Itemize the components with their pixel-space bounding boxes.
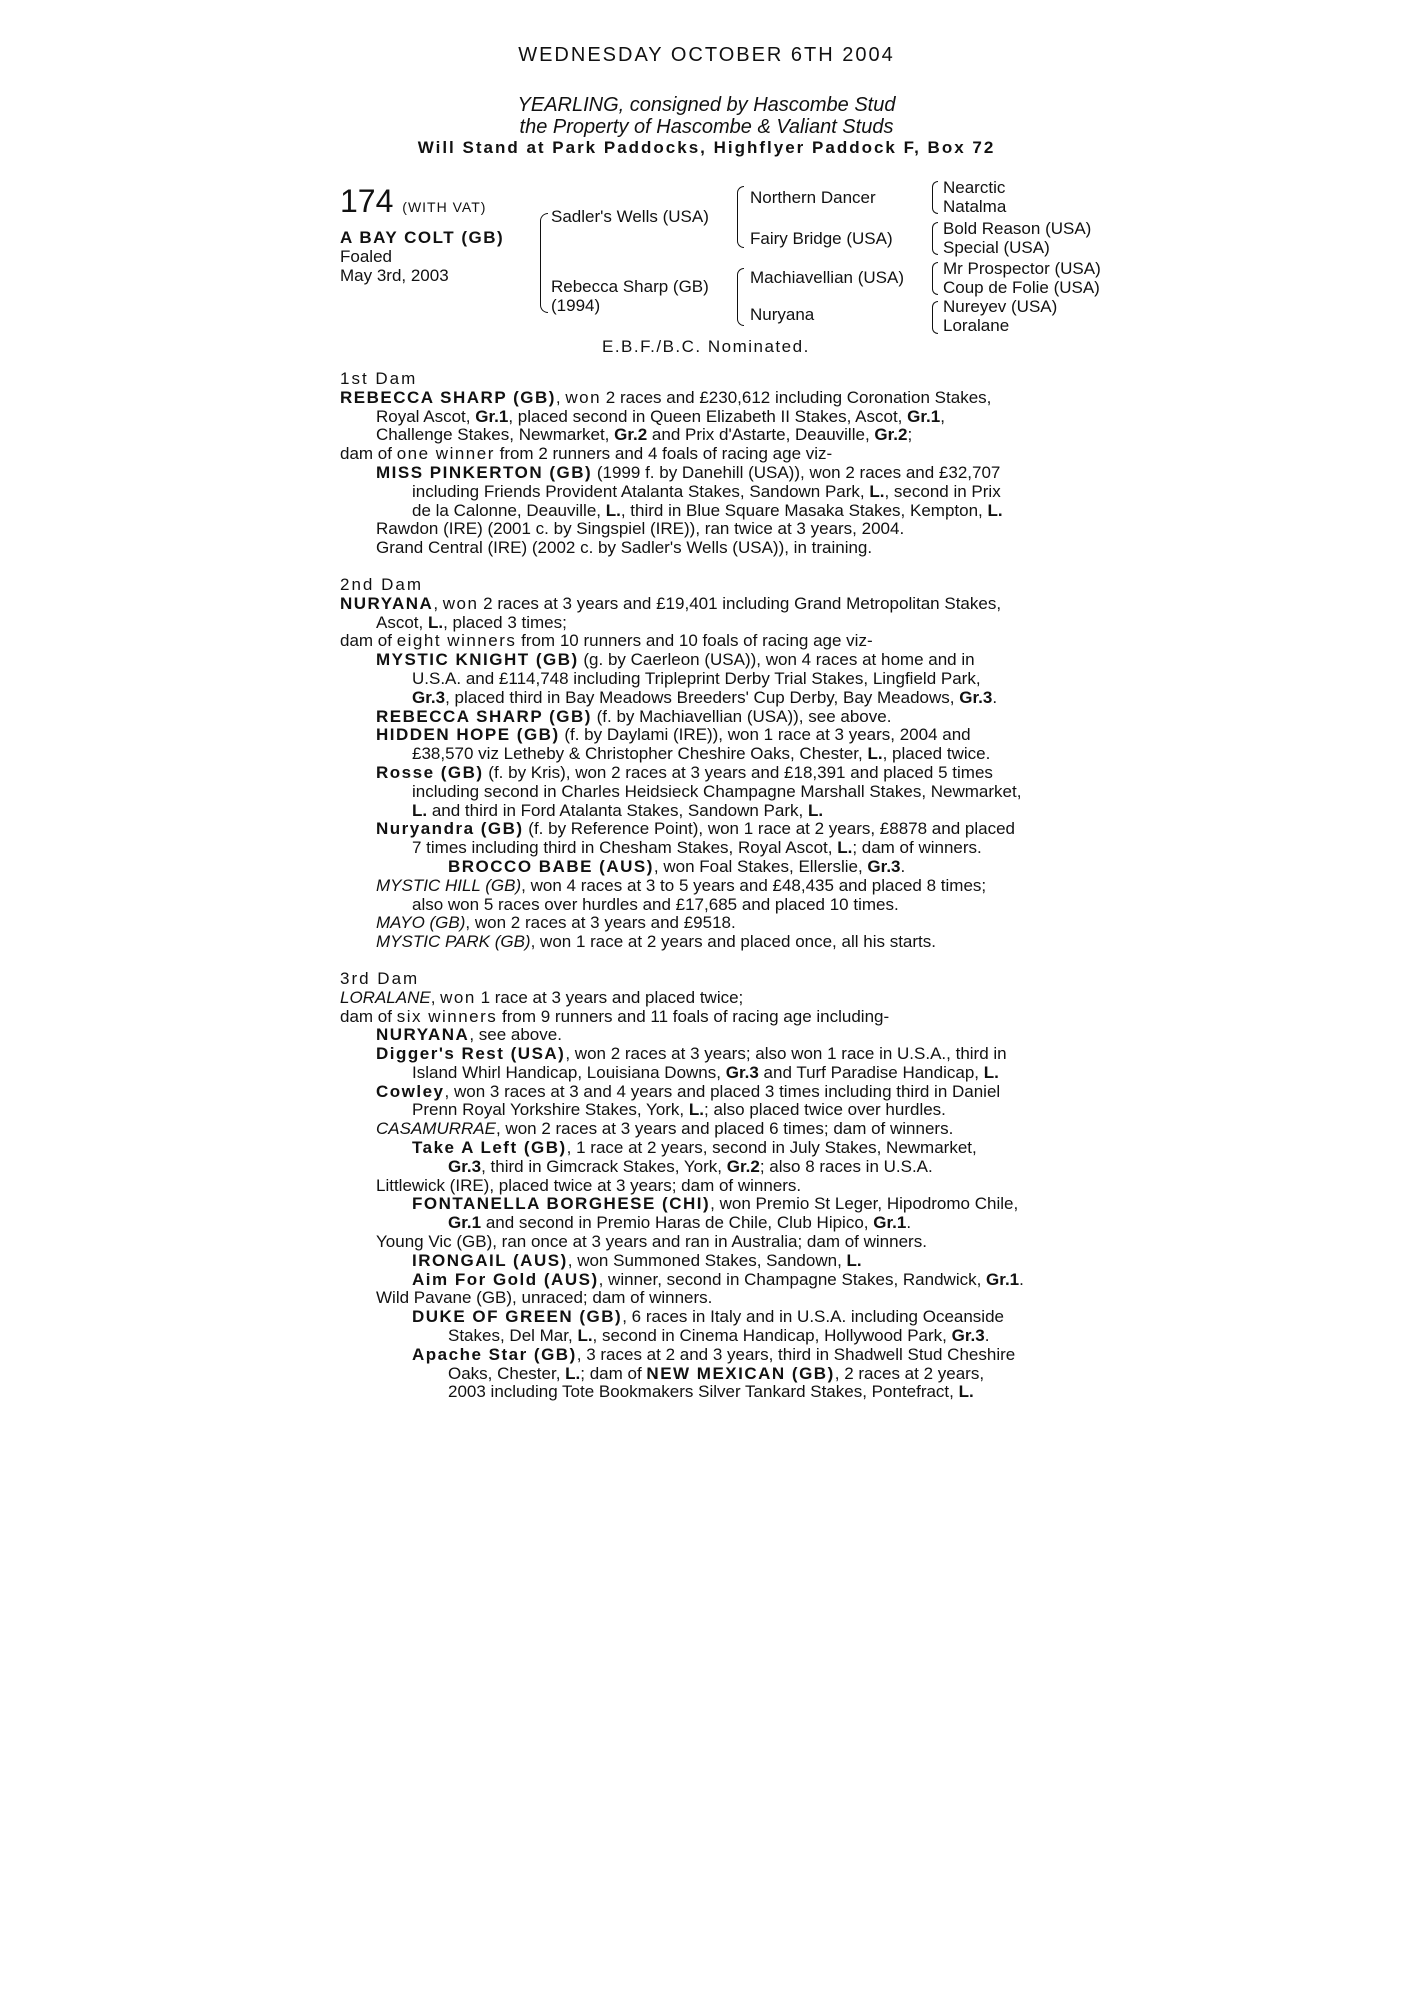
pedigree-brace-3b xyxy=(932,222,938,255)
third-dam-line: Gr.3, third in Gimcrack Stakes, York, Gr.2; also 8 races in U.S.A. xyxy=(448,1156,933,1176)
pedigree-sds: Bold Reason (USA) xyxy=(943,219,1092,238)
sale-date: WEDNESDAY OCTOBER 6TH 2004 xyxy=(518,44,895,66)
first-dam-line: MISS PINKERTON (GB) (1999 f. by Danehill (USA)), won 2 races and £32,707 xyxy=(376,462,1001,482)
nomination-status: E.B.F./B.C. Nominated. xyxy=(602,337,810,356)
third-dam-line: Apache Star (GB), 3 races at 2 and 3 years, third in Shadwell Stud Cheshire xyxy=(412,1344,1016,1364)
first-dam-line: including Friends Provident Atalanta Stakes, Sandown Park, L., second in Prix xyxy=(412,481,1001,501)
second-dam-line: Gr.3, placed third in Bay Meadows Breeders' Cup Derby, Bay Meadows, Gr.3. xyxy=(412,687,998,707)
pedigree-dsd: Coup de Folie (USA) xyxy=(943,278,1100,297)
pedigree-sdd: Special (USA) xyxy=(943,238,1050,257)
second-dam-heading: 2nd Dam xyxy=(340,574,423,594)
pedigree-dam-year: (1994) xyxy=(551,296,601,315)
third-dam-line: Stakes, Del Mar, L., second in Cinema Handicap, Hollywood Park, Gr.3. xyxy=(448,1326,990,1346)
second-dam-line: MYSTIC HILL (GB), won 4 races at 3 to 5 years and £48,435 and placed 8 times; xyxy=(376,875,987,895)
second-dam-line: also won 5 races over hurdles and £17,685 and placed 10 times. xyxy=(412,894,899,914)
consigned-by: YEARLING, consigned by Hascombe Stud xyxy=(517,94,896,116)
second-dam-line: £38,570 viz Letheby & Christopher Cheshire Oaks, Chester, L., placed twice. xyxy=(412,744,991,764)
first-dam-line: Grand Central (IRE) (2002 c. by Sadler's Wells (USA)), in training. xyxy=(376,538,873,558)
pedigree-brace-3c xyxy=(932,262,938,295)
third-dam-line: Digger's Rest (USA), won 2 races at 3 years; also won 1 race in U.S.A., third in xyxy=(376,1044,1007,1064)
third-dam-line: Wild Pavane (GB), unraced; dam of winners. xyxy=(376,1288,713,1308)
second-dam-line: Ascot, L., placed 3 times; xyxy=(376,612,567,632)
third-dam-line: Island Whirl Handicap, Louisiana Downs, Gr.3 and Turf Paradise Handicap, L. xyxy=(412,1062,999,1082)
second-dam-line: U.S.A. and £114,748 including Tripleprint Derby Trial Stakes, Lingfield Park, xyxy=(412,668,981,688)
foaled-date: May 3rd, 2003 xyxy=(340,266,449,285)
second-dam-line: MAYO (GB), won 2 races at 3 years and £9518. xyxy=(376,913,736,933)
third-dam-line: IRONGAIL (AUS), won Summoned Stakes, Sandown, L. xyxy=(412,1250,862,1270)
pedigree-ddd: Loralane xyxy=(943,316,1010,335)
first-dam-line: REBECCA SHARP (GB), won 2 races and £230,612 including Coronation Stakes, xyxy=(340,387,992,407)
third-dam-line: Aim For Gold (AUS), winner, second in Champagne Stakes, Randwick, Gr.1. xyxy=(412,1269,1024,1289)
pedigree-sire: Sadler's Wells (USA) xyxy=(551,207,709,226)
pedigree-dam: Rebecca Sharp (GB) xyxy=(551,277,709,296)
pedigree-brace-3a xyxy=(932,181,938,214)
second-dam-line: Nuryandra (GB) (f. by Reference Point), won 1 race at 2 years, £8878 and placed xyxy=(376,819,1015,839)
pedigree-brace-sire xyxy=(737,186,744,248)
second-dam-line: REBECCA SHARP (GB) (f. by Machiavellian (USA)), see above. xyxy=(376,706,892,726)
stand-location: Will Stand at Park Paddocks, Highflyer Paddock F, Box 72 xyxy=(417,138,996,157)
third-dam-line: CASAMURRAE, won 2 races at 3 years and placed 6 times; dam of winners. xyxy=(376,1119,954,1139)
consignment-info xyxy=(0,94,1413,138)
first-dam-line: Challenge Stakes, Newmarket, Gr.2 and Prix d'Astarte, Deauville, Gr.2; xyxy=(376,425,913,445)
pedigree-brace-3d xyxy=(932,301,938,334)
pedigree-brace-main xyxy=(540,213,548,313)
pedigree-sss: Nearctic xyxy=(943,178,1006,197)
first-dam-line: de la Calonne, Deauville, L., third in Blue Square Masaka Stakes, Kempton, L. xyxy=(412,500,1003,520)
second-dam-line: NURYANA, won 2 races at 3 years and £19,401 including Grand Metropolitan Stakes, xyxy=(340,593,1002,613)
pedigree-sire-dam: Fairy Bridge (USA) xyxy=(750,229,893,248)
first-dam-line: dam of one winner from 2 runners and 4 foals of racing age viz- xyxy=(340,444,833,464)
second-dam-line: 7 times including third in Chesham Stakes, Royal Ascot, L.; dam of winners. xyxy=(412,838,982,858)
pedigree-notes xyxy=(340,370,1080,1402)
third-dam-line: dam of six winners from 9 runners and 11 foals of racing age including- xyxy=(340,1006,890,1026)
first-dam-line: Royal Ascot, Gr.1, placed second in Queen Elizabeth II Stakes, Ascot, Gr.1, xyxy=(376,406,945,426)
third-dam-line: 2003 including Tote Bookmakers Silver Tankard Stakes, Pontefract, L. xyxy=(448,1382,974,1402)
pedigree-dam-dam: Nuryana xyxy=(750,305,815,324)
second-dam-line: BROCCO BABE (AUS), won Foal Stakes, Ellerslie, Gr.3. xyxy=(448,856,906,876)
third-dam-line: Cowley, won 3 races at 3 and 4 years and placed 3 times including third in Daniel xyxy=(376,1081,1001,1101)
pedigree-ssd: Natalma xyxy=(943,197,1007,216)
vat-note: (WITH VAT) xyxy=(402,199,487,215)
third-dam-line: DUKE OF GREEN (GB), 6 races in Italy and in U.S.A. including Oceanside xyxy=(412,1307,1004,1327)
first-dam-heading: 1st Dam xyxy=(340,369,418,388)
third-dam-line: LORALANE, won 1 race at 3 years and placed twice; xyxy=(340,987,744,1007)
pedigree-brace-dam xyxy=(737,268,744,326)
second-dam-line: HIDDEN HOPE (GB) (f. by Daylami (IRE)), won 1 race at 3 years, 2004 and xyxy=(376,725,971,745)
pedigree-sire-sire: Northern Dancer xyxy=(750,188,876,207)
second-dam-line: MYSTIC PARK (GB), won 1 race at 2 years and placed once, all his starts. xyxy=(376,932,936,952)
second-dam-line: including second in Charles Heidsieck Champagne Marshall Stakes, Newmarket, xyxy=(412,781,1022,801)
lot-title: A BAY COLT (GB) xyxy=(340,228,505,247)
second-dam-line: Rosse (GB) (f. by Kris), won 2 races at 3 years and £18,391 and placed 5 times xyxy=(376,762,993,782)
pedigree-dss: Mr Prospector (USA) xyxy=(943,259,1101,278)
third-dam-line: NURYANA, see above. xyxy=(376,1025,562,1045)
foaled-label: Foaled xyxy=(340,247,392,266)
third-dam-line: Oaks, Chester, L.; dam of NEW MEXICAN (GB), 2 races at 2 years, xyxy=(448,1363,985,1383)
third-dam-line: FONTANELLA BORGHESE (CHI), won Premio St Leger, Hipodromo Chile, xyxy=(412,1194,1019,1214)
third-dam-line: Young Vic (GB), ran once at 3 years and ran in Australia; dam of winners. xyxy=(376,1232,927,1252)
third-dam-line: Gr.1 and second in Premio Haras de Chile, Club Hipico, Gr.1. xyxy=(448,1213,912,1233)
first-dam-line: Rawdon (IRE) (2001 c. by Singspiel (IRE)), ran twice at 3 years, 2004. xyxy=(376,519,905,539)
property-of: the Property of Hascombe & Valiant Studs xyxy=(519,116,894,138)
second-dam-line: L. and third in Ford Atalanta Stakes, Sandown Park, L. xyxy=(412,800,824,820)
third-dam-line: Take A Left (GB), 1 race at 2 years, second in July Stakes, Newmarket, xyxy=(412,1138,977,1158)
pedigree-dds: Nureyev (USA) xyxy=(943,297,1058,316)
second-dam-line: MYSTIC KNIGHT (GB) (g. by Caerleon (USA)), won 4 races at home and in xyxy=(376,650,975,670)
third-dam-line: Prenn Royal Yorkshire Stakes, York, L.; also placed twice over hurdles. xyxy=(412,1100,946,1120)
third-dam-heading: 3rd Dam xyxy=(340,968,420,988)
third-dam-line: Littlewick (IRE), placed twice at 3 years; dam of winners. xyxy=(376,1175,802,1195)
lot-number: 174 (WITH VAT) xyxy=(340,183,487,219)
pedigree-dam-sire: Machiavellian (USA) xyxy=(750,268,904,287)
second-dam-line: dam of eight winners from 10 runners and 10 foals of racing age viz- xyxy=(340,631,873,651)
